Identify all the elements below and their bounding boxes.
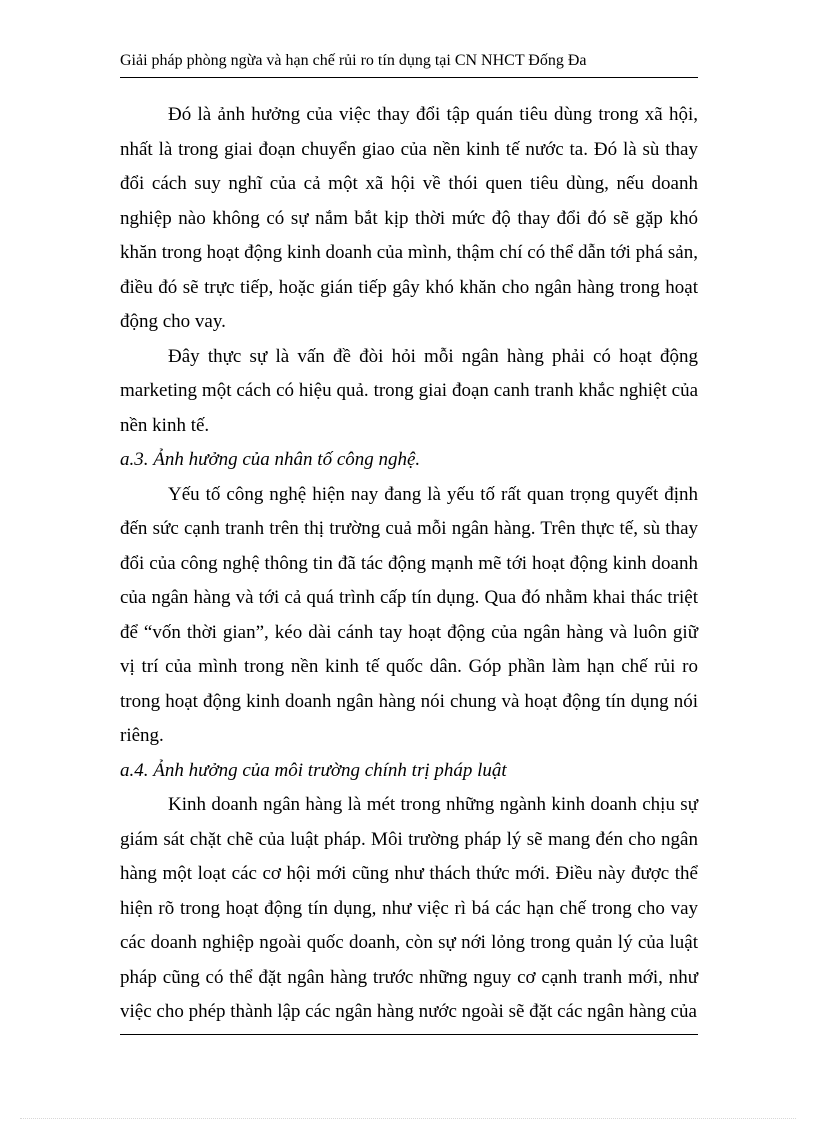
paragraph-marketing: Đây thực sự là vấn đề đòi hỏi mỗi ngân hàng phải có hoạt động marketing một cách có hiệu quả. trong giai đoạn canh tranh khắc nghiệt của nền kinh tế. (120, 345, 698, 436)
heading-technology-factor: a.3. Ảnh hưởng của nhân tố công nghệ. (120, 449, 421, 470)
paragraph-legal: Kinh doanh ngân hàng là mét trong những ngành kinh doanh chịu sự giám sát chặt chẽ của luật pháp. Môi trường pháp lý sẽ mang đén cho ngân hàng một loạt các cơ hội mới cũng như thách thức mới. Điều này được thể hiện rõ trong hoạt động tín dụng, như việc rì bá các hạn chế trong cho vay các doanh nghiệp ngoài quốc doanh, còn sự nới lỏng trong quản lý của luật pháp cũng có thể đặt ngân hàng trước những nguy cơ cạnh tranh mới, như việc cho phép thành lập các ngân hàng nước ngoài sẽ đặt các ngân hàng của (120, 794, 698, 1022)
paragraph-technology: Yếu tố công nghệ hiện nay đang là yếu tố rất quan trọng quyết định đến sức cạnh tranh trên thị trường cuả mỗi ngân hàng. Trên thực tế, sù thay đổi của công nghệ thông tin đã tác động mạnh mẽ tới hoạt động kinh doanh của ngân hàng và tới cả quá trình cấp tín dụng. Qua đó nhằm khai thác triệt để “vốn thời gian”, kéo dài cánh tay hoạt động của ngân hàng và luôn giữ vị trí của mình trong nền kinh tế quốc dân. Góp phần làm hạn chế rủi ro trong hoạt động kinh doanh ngân hàng nói chung và hoạt động tín dụng nói riêng. (120, 483, 698, 746)
page-edge (20, 1118, 796, 1119)
header-rule (120, 77, 698, 78)
document-body (120, 98, 698, 1030)
paragraph-consumer-habits: Đó là ảnh hưởng của việc thay đổi tập quán tiêu dùng trong xã hội, nhất là trong giai đoạn chuyển giao của nền kinh tế nước ta. Đó là sù thay đổi cách suy nghĩ của cả một xã hội về thói quen tiêu dùng, nếu doanh nghiệp nào không có sự nắm bắt kịp thời mức độ thay đổi đó sẽ gặp khó khăn trong hoạt động kinh doanh của mình, thậm chí có thể dẫn tới phá sản, điều đó sẽ trực tiếp, hoặc gián tiếp gây khó khăn cho ngân hàng trong hoạt động cho vay. (120, 104, 698, 332)
running-header: Giải pháp phòng ngừa và hạn chế rủi ro tín dụng tại CN NHCT Đống Đa (120, 52, 587, 69)
footer-rule (120, 1034, 698, 1035)
heading-political-legal: a.4. Ảnh hưởng của môi trường chính trị pháp luật (120, 759, 507, 781)
